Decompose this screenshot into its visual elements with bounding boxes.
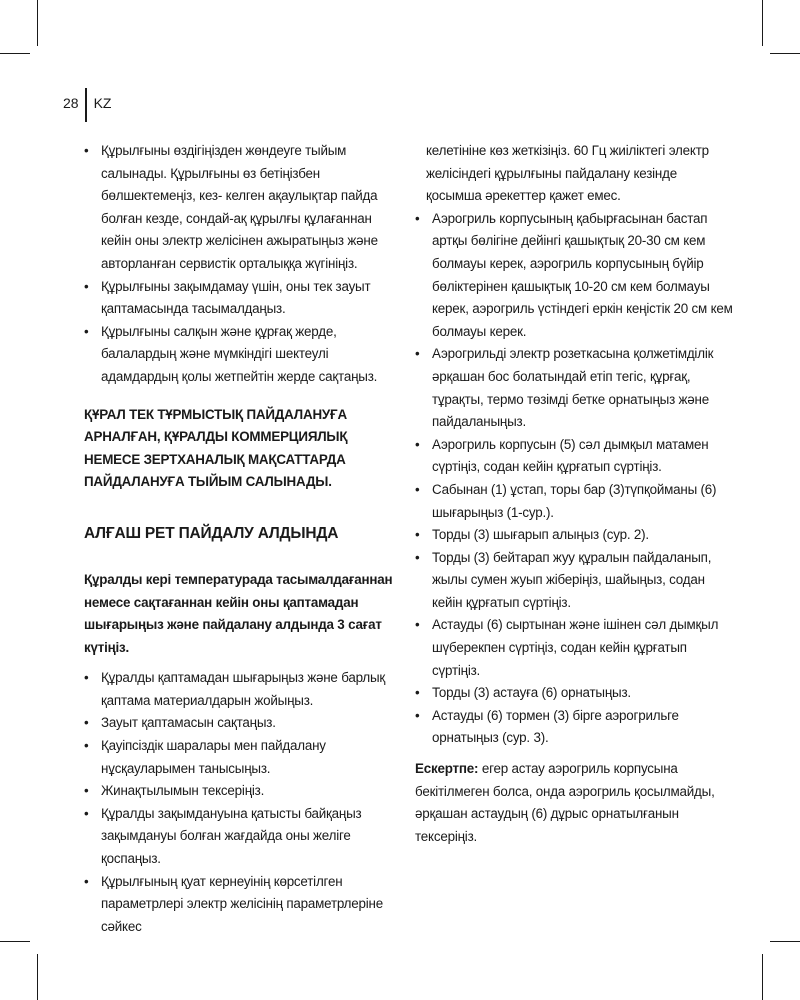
crop-mark — [770, 53, 800, 54]
list-item: • Құрылғыны салқын және құрғақ жерде, балалардың және мүмкіндігі шектеулі адамдардың қолы жетпейтін жерде сақтаңыз. — [84, 321, 404, 389]
list-item: • Аэрогриль корпусының қабырғасынан бастап артқы бөлігіне дейінгі қашықтық 20-30 см кем болмауы керек, аэрогриль корпусының бүйір бөліктерінен қашықтық 10-20 см кем болмауы керек, аэрогриль үстіндегі еркін кеңістік 20 см кем болмауы керек. — [415, 208, 735, 344]
list-item: • Құралды қаптамадан шығарыңыз және барлық қаптама материалдарын жойыңыз. — [84, 667, 404, 712]
list-item: • Құрылғының қуат кернеуінің көрсетілген параметрлері электр желісінің параметрлеріне сәйкес — [84, 871, 404, 939]
language-code: KZ — [93, 95, 112, 111]
crop-mark — [762, 954, 763, 1000]
list-item: • Құрылғыны зақымдамау үшін, оны тек зауыт қаптамасында тасымалдаңыз. — [84, 276, 404, 321]
page-number: 28 — [63, 95, 79, 111]
bullet-list-top — [84, 140, 404, 389]
crop-mark — [0, 53, 30, 54]
list-item: • Торды (3) шығарып алыңыз (сур. 2). — [415, 524, 735, 547]
list-item: • Қауіпсіздік шаралары мен пайдалану нұсқауларымен танысыңыз. — [84, 735, 404, 780]
note-paragraph — [415, 758, 735, 848]
bullet-list-bottom — [84, 667, 404, 938]
bold-paragraph: Құралды кері температурада тасымалдағаннан немесе сақтағаннан кейін оны қаптамадан шығарыңыз және пайдалану алдында 3 сағат күтіңіз. — [84, 571, 393, 655]
list-item: • Зауыт қаптамасын сақтаңыз. — [84, 712, 404, 735]
list-item: • Астауды (6) тормен (3) бірге аэрогрильге орнатыңыз (сур. 3). — [415, 705, 735, 750]
crop-mark — [37, 954, 38, 1000]
left-column — [84, 140, 404, 938]
list-item: • Құралды зақымдануына қатысты байқаңыз зақымдануы болған жағдайда оны желіге қоспаңыз. — [84, 803, 404, 871]
warning-text: ҚҰРАЛ ТЕК ТҰРМЫСТЫҚ ПАЙДАЛАНУҒА АРНАЛҒАН, ҚҰРАЛДЫ КОММЕРЦИЯЛЫҚ НЕМЕСЕ ЗЕРТХАНАЛЫҚ МАҚСАТТАРДА ПАЙДАЛАНУҒА ТЫЙЫМ САЛЫНАДЫ. — [84, 406, 348, 490]
header-divider — [85, 88, 87, 122]
note-label: Ескертпе: — [415, 761, 479, 777]
crop-mark — [762, 0, 763, 46]
crop-mark — [770, 941, 800, 942]
section-title: АЛҒАШ РЕТ ПАЙДАЛУ АЛДЫНДА — [84, 524, 339, 542]
page-header — [63, 92, 111, 114]
crop-mark — [37, 0, 38, 46]
crop-mark — [0, 941, 30, 942]
list-item: • Жинақтылымын тексеріңіз. — [84, 780, 404, 803]
list-item: • Аэрогрильді электр розеткасына қолжетімділік әрқашан бос болатындай етіп тегіс, құрғақ, тұрақты, термо төзімді бетке орнатыңыз және пайдаланыңыз. — [415, 343, 735, 433]
note-text: егер астау аэрогриль корпусына бекітілмеген болса, онда аэрогриль қосылмайды, әрқашан астаудың (6) дұрыс орнатылғанын тексеріңіз. — [415, 761, 715, 844]
list-item: • Құрылғыны өздігіңізден жөндеуге тыйым салынады. Құрылғыны өз бетіңізбен бөлшектемеңіз, кез- келген ақаулықтар пайда болған кезде, сондай-ақ құрылғы құлағаннан кейін оны электр желісінен ажыратыңыз және авторланған сервистік орталыққа жүгініңіз. — [84, 140, 404, 276]
list-item: • Торды (3) бейтарап жуу құралын пайдаланып, жылы сумен жуып жіберіңіз, шайыңыз, содан кейін құрғатып сүртіңіз. — [415, 547, 735, 615]
right-column — [415, 140, 735, 848]
list-item: • Сабынан (1) ұстап, торы бар (3)түпқойманы (6) шығарыңыз (1-сур.). — [415, 479, 735, 524]
list-item: • Астауды (6) сыртынан және ішінен сәл дымқыл шүберекпен сүртіңіз, содан кейін құрғатып сүртіңіз. — [415, 614, 735, 682]
bullet-list-right — [415, 208, 735, 750]
continuation-text: келетініне көз жеткізіңіз. 60 Гц жиіліктегі электр желісіндегі құрылғыны пайдалану кезінде қосымша әрекеттер қажет емес. — [426, 143, 709, 204]
list-item: • Торды (3) астауға (6) орнатыңыз. — [415, 682, 735, 705]
list-item: • Аэрогриль корпусын (5) сәл дымқыл матамен сүртіңіз, содан кейін құрғатып сүртіңіз. — [415, 434, 735, 479]
